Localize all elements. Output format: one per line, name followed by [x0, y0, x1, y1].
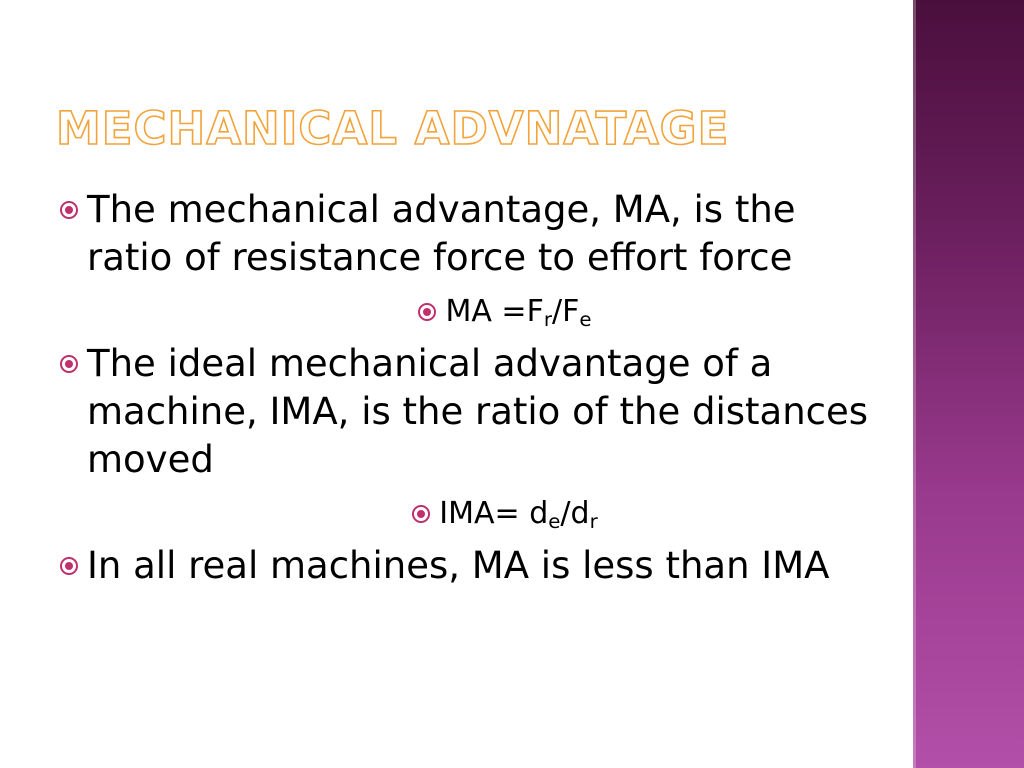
formula-item	[60, 292, 890, 332]
formula-denominator-variable: d	[570, 496, 590, 531]
decorative-side-bar	[913, 0, 1024, 768]
bullet-text: The mechanical advantage, MA, is the ratio of resistance force to effort force	[87, 188, 796, 279]
formula-lhs: MA =	[445, 294, 527, 329]
circle-dot-bullet-icon	[60, 355, 78, 373]
formula-slash: /	[551, 294, 563, 329]
bullet-item	[60, 340, 890, 484]
circle-dot-bullet-icon	[418, 303, 436, 321]
formula-denominator-subscript: r	[589, 509, 598, 533]
slide-title: MECHANICAL ADVNATAGE	[56, 102, 730, 155]
circle-dot-bullet-icon	[412, 505, 430, 523]
formula-lhs: IMA=	[439, 496, 530, 531]
bullet-text: The ideal mechanical advantage of a machine, IMA, is the ratio of the distances moved	[87, 342, 869, 481]
bullet-text: In all real machines, MA is less than IMA	[87, 544, 830, 587]
formula-slash: /	[560, 496, 571, 531]
bullet-item	[60, 542, 890, 590]
circle-dot-bullet-icon	[60, 201, 78, 219]
formula-numerator-variable: F	[526, 294, 544, 329]
bullet-item	[60, 186, 890, 282]
formula-ma	[445, 292, 591, 332]
formula-ima	[439, 494, 597, 534]
slide-content	[60, 186, 890, 600]
formula-item	[60, 494, 890, 534]
formula-numerator-variable: d	[529, 496, 549, 531]
circle-dot-bullet-icon	[60, 557, 78, 575]
formula-denominator-subscript: e	[579, 307, 592, 331]
formula-numerator-subscript: r	[543, 307, 552, 331]
formula-numerator-subscript: e	[548, 509, 561, 533]
formula-denominator-variable: F	[562, 294, 580, 329]
